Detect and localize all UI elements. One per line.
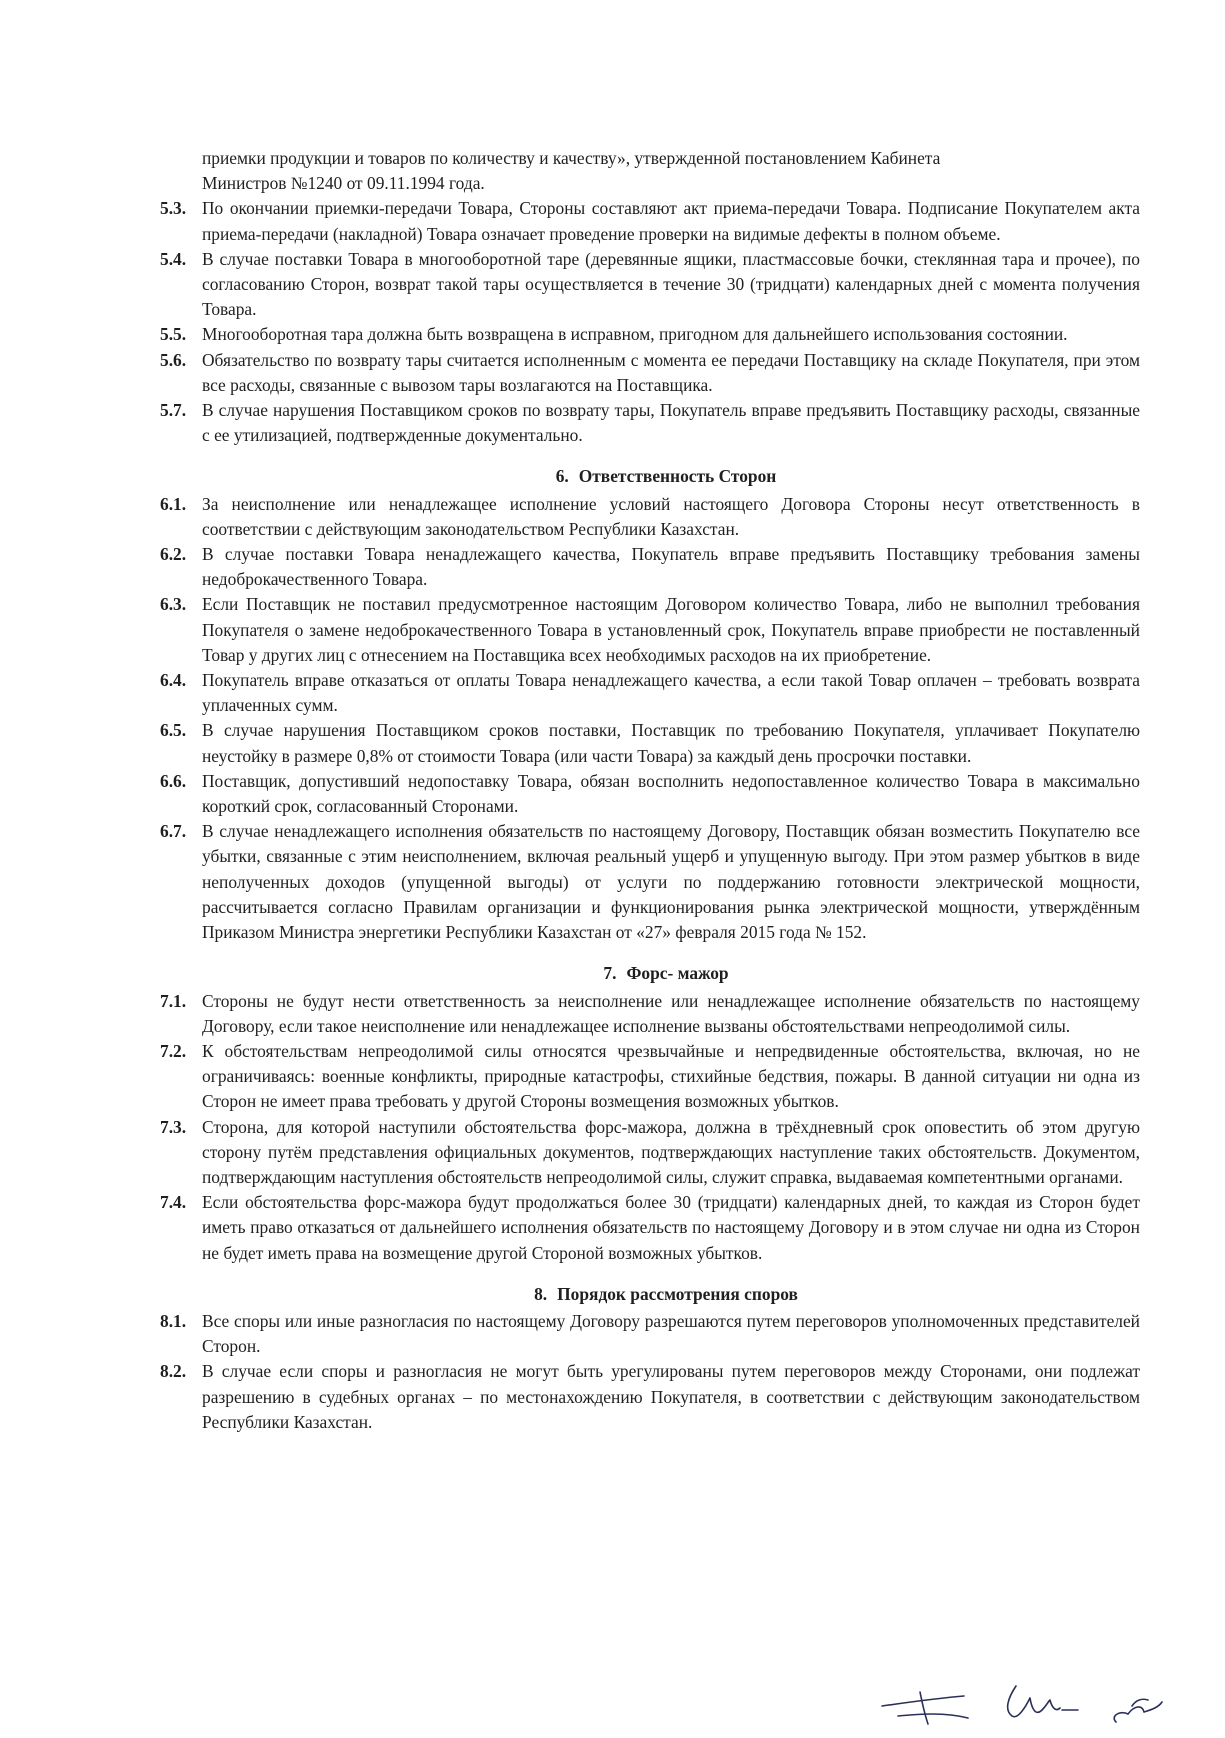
clause-7-4 bbox=[160, 1190, 1140, 1266]
clause-number: 5.3. bbox=[160, 198, 187, 219]
intro-paragraph bbox=[202, 146, 1140, 196]
clause-number: 5.4. bbox=[160, 248, 187, 269]
intro-line: приемки продукции и товаров по количеству и качеству», утвержденной постановлением Кабинета bbox=[202, 148, 941, 168]
clause-6-6 bbox=[160, 769, 1140, 819]
clause-number: 7.2. bbox=[160, 1040, 187, 1061]
clause-text: Обязательство по возврату тары считается исполненным с момента ее передачи Поставщику на складе Покупателя, при этом все расходы, связанные с вывозом тары возлагаются на Поставщика. bbox=[202, 349, 1140, 395]
clause-6-1 bbox=[160, 492, 1140, 542]
clause-number: 6.2. bbox=[160, 544, 187, 565]
clause-number: 7.3. bbox=[160, 1116, 187, 1137]
clause-text: По окончании приемки-передачи Товара, Стороны составляют акт приема-передачи Товара. Подписание Покупателем акта приема-передачи (накладной) Товара означает проведение проверки на видимые дефекты в полном объеме. bbox=[202, 198, 1140, 244]
signature-stroke bbox=[1132, 1699, 1148, 1706]
clause-6-5 bbox=[160, 718, 1140, 768]
clause-text: В случае нарушения Поставщиком сроков поставки, Поставщик по требованию Покупателя, уплачивает Покупателю неустойку в размере 0,8% от стоимости Товара (или части Товара) за каждый день просрочки поставки. bbox=[202, 720, 1140, 766]
section-heading-8 bbox=[192, 1282, 1140, 1307]
clause-number: 8.1. bbox=[160, 1310, 187, 1331]
clause-7-2 bbox=[160, 1039, 1140, 1115]
clause-number: 7.1. bbox=[160, 990, 187, 1011]
clause-6-7 bbox=[160, 819, 1140, 945]
clause-text: В случае ненадлежащего исполнения обязательств по настоящему Договору, Поставщик обязан возместить Покупателю все убытки, связанные с этим неисполнением, включая реальный ущерб и упущенную выгоду. При этом размер убытков в виде неполученных доходов (упущенной выгоды) от услуги по поддержанию готовности электрической мощности, рассчитывается согласно Правилам организации и функционирования рынка электрической мощности, утверждённым Приказом Министра энергетики Республики Казахстан от «27» февраля 2015 года № 152. bbox=[202, 821, 1140, 943]
clause-number: 6.5. bbox=[160, 720, 187, 741]
clause-7-3 bbox=[160, 1115, 1140, 1191]
clause-5-5 bbox=[160, 322, 1140, 347]
clause-number: 5.6. bbox=[160, 349, 187, 370]
clause-7-1 bbox=[160, 989, 1140, 1039]
clause-number: 6.3. bbox=[160, 594, 187, 615]
clause-text: В случае если споры и разногласия не могут быть урегулированы путем переговоров между Сторонами, они подлежат разрешению в судебных органах – по местонахождению Покупателя, в соответствии с действующим законодательством Республики Казахстан. bbox=[202, 1361, 1140, 1432]
clause-number: 6.1. bbox=[160, 493, 187, 514]
clause-5-3 bbox=[160, 196, 1140, 246]
signature-stroke bbox=[898, 1714, 968, 1718]
clause-text: В случае нарушения Поставщиком сроков по возврату тары, Покупатель вправе предъявить Поставщику расходы, связанные с ее утилизацией, подтвержденные документально. bbox=[202, 400, 1140, 446]
section-number: 8. bbox=[534, 1283, 548, 1304]
section-heading-7 bbox=[192, 961, 1140, 986]
signature-initials bbox=[880, 1676, 1220, 1730]
signature-stroke bbox=[920, 1692, 928, 1724]
clause-text: В случае поставки Товара ненадлежащего качества, Покупатель вправе предъявить Поставщику требования замены недоброкачественного Товара. bbox=[202, 544, 1140, 590]
document-body bbox=[160, 146, 1140, 1435]
clause-text: Поставщик, допустивший недопоставку Товара, обязан восполнить недопоставленное количество Товара в максимально короткий срок, согласованный Сторонами. bbox=[202, 770, 1140, 817]
signature-graphic bbox=[880, 1676, 1220, 1730]
clause-5-6 bbox=[160, 348, 1140, 398]
clause-8-1 bbox=[160, 1309, 1140, 1359]
clause-text: За неисполнение или ненадлежащее исполнение условий настоящего Договора Стороны несут ответственность в соответствии с действующим законодательством Республики Казахстан. bbox=[202, 493, 1140, 539]
signature-stroke bbox=[1008, 1686, 1060, 1717]
clause-number: 6.7. bbox=[160, 821, 187, 842]
section-title: Форс- мажор bbox=[626, 963, 729, 984]
clause-number: 5.5. bbox=[160, 324, 187, 345]
clause-number: 7.4. bbox=[160, 1192, 187, 1213]
clause-8-2 bbox=[160, 1359, 1140, 1435]
section-number: 7. bbox=[603, 963, 617, 984]
clause-5-4 bbox=[160, 247, 1140, 323]
clause-text: Все споры или иные разногласия по настоящему Договору разрешаются путем переговоров уполномоченных представителей Сторон. bbox=[202, 1310, 1140, 1357]
clause-6-4 bbox=[160, 668, 1140, 718]
section-title: Ответственность Сторон bbox=[578, 466, 777, 487]
clause-text: Покупатель вправе отказаться от оплаты Товара ненадлежащего качества, а если такой Товар оплачен – требовать возврата уплаченных сумм. bbox=[202, 670, 1140, 716]
clause-5-7 bbox=[160, 398, 1140, 448]
clause-number: 6.6. bbox=[160, 770, 187, 791]
clause-text: К обстоятельствам непреодолимой силы относятся чрезвычайные и непредвиденные обстоятельства, включая, но не ограничиваясь: военные конфликты, природные катастрофы, стихийные бедствия, пожары. В данной ситуации ни одна из Сторон не имеет права требовать у другой Стороны возмещения возможных убытков. bbox=[202, 1040, 1140, 1112]
clause-number: 8.2. bbox=[160, 1361, 187, 1382]
clause-text: Если обстоятельства форс-мажора будут продолжаться более 30 (тридцати) календарных дней, то каждая из Сторон будет иметь право отказаться от дальнейшего исполнения обязательств по настоящему Договору и в этом случае ни одна из Сторон не будет иметь права на возмещение другой Стороной возможных убытков. bbox=[202, 1192, 1140, 1263]
clause-text: Стороны не будут нести ответственность за неисполнение или ненадлежащее исполнение обязательств по настоящему Договору, если такое неисполнение или ненадлежащее исполнение вызваны обстоятельствами непреодолимой силы. bbox=[202, 990, 1140, 1036]
clause-text: Многооборотная тара должна быть возвращена в исправном, пригодном для дальнейшего использования состоянии. bbox=[202, 324, 1068, 345]
section-title: Порядок рассмотрения споров bbox=[557, 1283, 798, 1304]
section-heading-6 bbox=[192, 464, 1140, 489]
clause-text: Сторона, для которой наступили обстоятельства форс-мажора, должна в трёхдневный срок оповестить об этом другую сторону путём представления официальных документов, подтверждающих наступление таких обстоятельств. Документом, подтверждающим наступления обстоятельств непреодолимой силы, служит справка, выдаваемая компетентными органами. bbox=[202, 1116, 1140, 1187]
clause-6-3 bbox=[160, 592, 1140, 668]
intro-line: Министров №1240 от 09.11.1994 года. bbox=[202, 173, 485, 194]
clause-number: 6.4. bbox=[160, 670, 187, 691]
clause-text: Если Поставщик не поставил предусмотренное настоящим Договором количество Товара, либо не выполнил требования Покупателя о замене недоброкачественного Товара в установленный срок, Покупатель вправе приобрести не поставленный Товар у других лиц с отнесением на Поставщика всех необходимых расходов на их приобретение. bbox=[202, 594, 1140, 665]
signature-stroke bbox=[1114, 1702, 1162, 1722]
clause-number: 5.7. bbox=[160, 400, 187, 421]
clause-text: В случае поставки Товара в многооборотной таре (деревянные ящики, пластмассовые бочки, стеклянная тара и прочее), по согласованию Сторон, возврат такой тары осуществляется в течение 30 (тридцати) календарных дней с момента получения Товара. bbox=[202, 248, 1140, 320]
clause-6-2 bbox=[160, 542, 1140, 592]
section-number: 6. bbox=[555, 466, 569, 487]
